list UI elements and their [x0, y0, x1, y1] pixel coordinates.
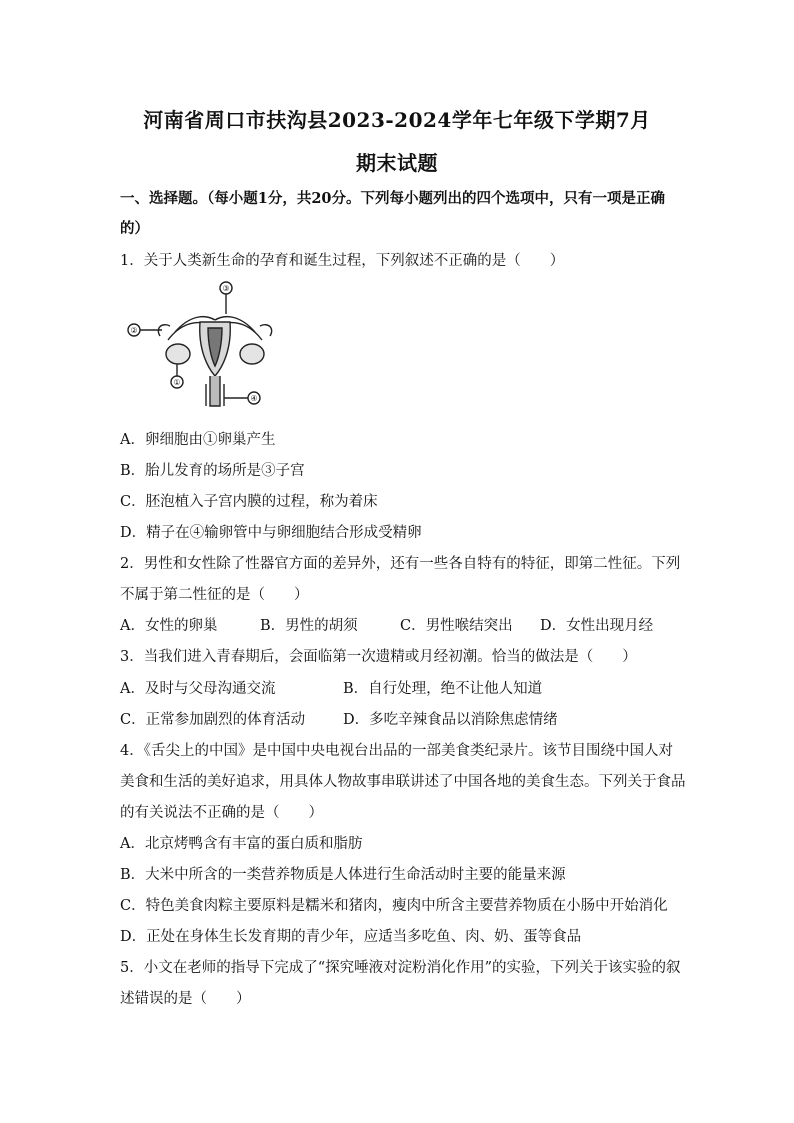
question-1-option-d: D．精子在④输卵管中与卵细胞结合形成受精卵	[120, 525, 422, 541]
question-2-option-a: A．女性的卵巢	[120, 618, 218, 634]
question-2-option-c: C．男性喉结突出	[400, 618, 513, 634]
question-4-option-a: A．北京烤鸭含有丰富的蛋白质和脂肪	[120, 836, 363, 852]
uterus-diagram-svg	[120, 280, 310, 410]
diagram-label-4: ④	[250, 394, 258, 403]
question-2-stem-line2: 不属于第二性征的是（ ）	[120, 587, 309, 603]
question-3-stem: 3．当我们进入青春期后，会面临第一次遗精或月经初潮。恰当的做法是（ ）	[120, 649, 637, 665]
section-heading-line1: 一、选择题。（每小题1分，共20分。下列每小题列出的四个选项中，只有一项是正确	[120, 190, 666, 207]
question-5-stem-line1: 5．小文在老师的指导下完成了“探究唾液对淀粉消化作用”的实验，下列关于该实验的叙	[120, 960, 681, 976]
diagram-label-2: ②	[130, 326, 138, 335]
section-heading-line2: 的）	[120, 220, 149, 237]
question-2-stem-line1: 2．男性和女性除了性器官方面的差异外，还有一些各自特有的特征，即第二性征。下列	[120, 556, 681, 572]
question-4-stem-line2: 美食和生活的美好追求，用具体人物故事串联讲述了中国各地的美食生态。下列关于食品	[120, 774, 686, 790]
question-4-stem-line1: 4．《舌尖上的中国》是中国中央电视台出品的一部美食类纪录片。该节目围绕中国人对	[120, 743, 673, 759]
question-3-option-c: C．正常参加剧烈的体育活动	[120, 712, 306, 728]
exam-title-line1: 河南省周口市扶沟县2023-2024学年七年级下学期7月	[143, 108, 651, 132]
question-3-option-d: D．多吃辛辣食品以消除焦虑情绪	[343, 712, 558, 728]
question-1-option-a: A．卵细胞由①卵巢产生	[120, 432, 276, 448]
question-4-stem-line3: 的有关说法不正确的是（ ）	[120, 805, 323, 821]
diagram-label-1: ①	[173, 378, 181, 387]
question-5-stem-line2: 述错误的是（ ）	[120, 991, 251, 1007]
diagram-label-3: ③	[222, 284, 230, 293]
exam-title-line2: 期末试题	[356, 151, 438, 175]
question-1-stem: 1．关于人类新生命的孕育和诞生过程，下列叙述不正确的是（ ）	[120, 253, 565, 269]
question-4-option-c: C．特色美食肉粽主要原料是糯米和猪肉，瘦肉中所含主要营养物质在小肠中开始消化	[120, 898, 668, 914]
question-2-option-b: B．男性的胡须	[260, 618, 358, 634]
question-3-option-b: B．自行处理，绝不让他人知道	[343, 681, 543, 697]
question-1-option-b: B．胎儿发育的场所是③子宫	[120, 463, 305, 479]
question-1-option-c: C．胚泡植入子宫内膜的过程，称为着床	[120, 494, 378, 510]
question-2-option-d: D．女性出现月经	[540, 618, 654, 634]
question-4-option-d: D．正处在身体生长发育期的青少年，应适当多吃鱼、肉、奶、蛋等食品	[120, 929, 582, 945]
question-4-option-b: B．大米中所含的一类营养物质是人体进行生命活动时主要的能量来源	[120, 867, 566, 883]
reproductive-system-diagram	[120, 280, 310, 410]
question-3-option-a: A．及时与父母沟通交流	[120, 681, 276, 697]
